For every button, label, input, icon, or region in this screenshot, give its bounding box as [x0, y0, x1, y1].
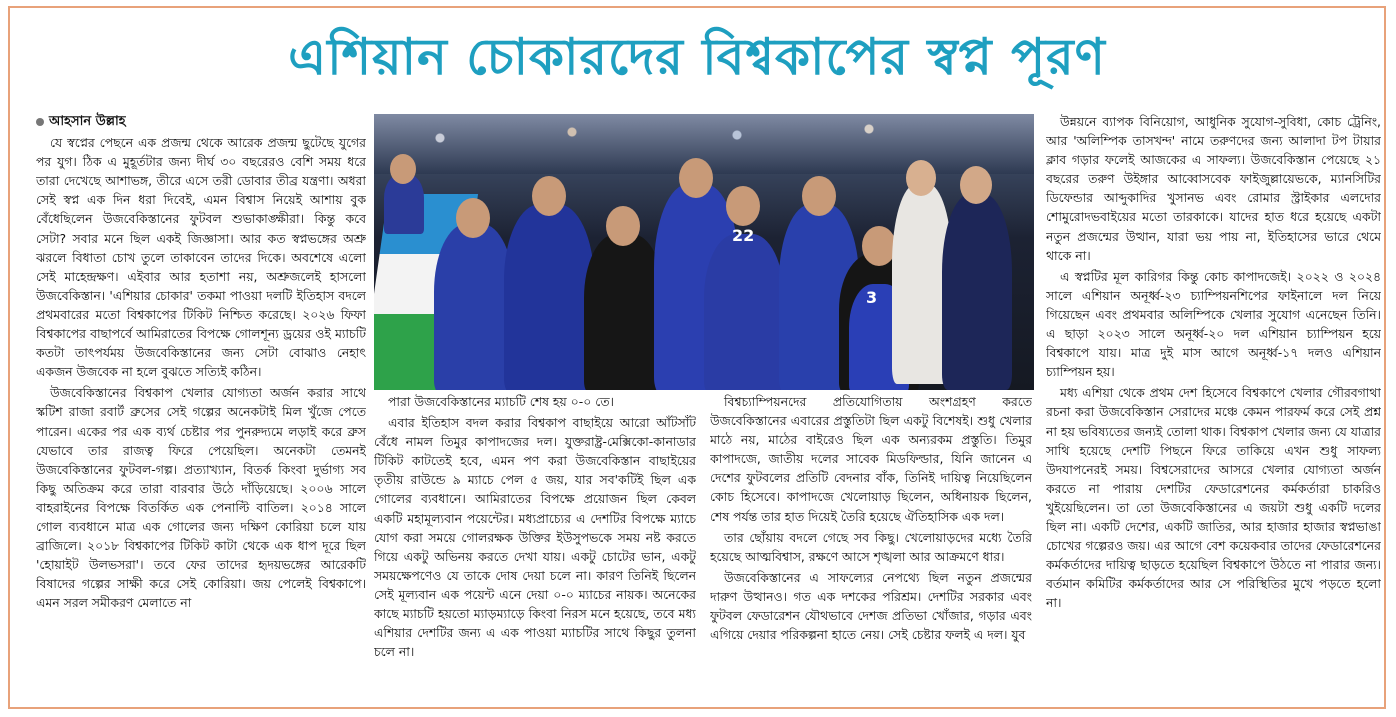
article-column-2 — [374, 392, 696, 710]
jersey-number: 3 — [866, 288, 878, 307]
paragraph: উন্নয়নে ব্যাপক বিনিয়োগ, আধুনিক সুযোগ-সুবিধা, কোচ ট্রেনিং, আর 'অলিম্পিক তাসখন্দ' নামে তরুণদের জন্য আলাদা টপ টায়ার ক্লাব গড়ার ফলেই আজকের এ সাফল্য। উজবেকিস্তান পেয়েছে ২১ বছরের তরুণ উইঙ্গার আব্বোসবেক ফাইজুল্লায়েভকে, ম্যানসিটির ডিফেন্ডার আব্দুকাদির খুসানভ এবং রোমার স্ট্রাইকার এলদোর শোমুরোদভবাইয়ের মতো তারকাকে। যাদের হাত ধরে হয়েছে একটা নতুন প্রজন্মের উত্থান, যারা ভয় পায় না, ইতিহাসের ভারে থেমে থাকে না। — [1046, 114, 1381, 263]
player-figure — [504, 204, 594, 390]
player-figure — [434, 224, 514, 390]
player-head — [390, 154, 416, 184]
official-head — [960, 166, 992, 204]
paragraph: উজবেকিস্তানের এ সাফল্যের নেপথ্যে ছিল নতুন প্রজন্মের দারুণ উত্থানও। গত এক দশকের পরিশ্রম। দেশটির সরকার এবং ফুটবল ফেডারেশন যৌথভাবে দেশজ প্রতিভা খোঁজার, গড়ার এবং এগিয়ে দেয়ার পরিকল্পনা হাতে নেয়। সেই চেষ্টার ফলই এ দল। যুব — [710, 569, 1032, 643]
headline: এশিয়ান চোকারদের বিশ্বকাপের স্বপ্ন পূরণ — [288, 28, 1106, 86]
player-head — [532, 176, 566, 216]
bullet-icon — [36, 118, 44, 126]
paragraph: পারা উজবেকিস্তানের ম্যাচটি শেষ হয় ০-০ তে। — [388, 394, 614, 409]
article-column-1 — [36, 112, 366, 712]
official-head — [906, 160, 936, 196]
article-column-3 — [710, 392, 1032, 710]
player-head — [679, 158, 713, 198]
article-column-4 — [1046, 112, 1381, 712]
paragraph: এ স্বপ্নটির মূল কারিগর কিন্তু কোচ কাপাদজেই। ২০২২ ও ২০২৪ সালে এশিয়ান অনূর্ধ্ব-২৩ চ্যাম্পিয়নশিপের ফাইনালে দল নিয়ে গিয়েছেন এবং প্রথমবার অলিম্পিকে খেলার সুযোগ এনেছেন তিনি। এ ছাড়া ২০২৩ সালে অনূর্ধ্ব-২০ দল এশিয়ান চ্যাম্পিয়ন হয়ে বিশ্বকাপে যায়। মাত্র দুই মাস আগে অনূর্ধ্ব-১৭ দলও এশিয়ান চ্যাম্পিয়ন হয়। — [1046, 268, 1381, 380]
paragraph: বিশ্বচ্যাম্পিয়নদের প্রতিযোগিতায় অংশগ্রহণ করতে উজবেকিস্তানের এবারের প্রস্তুতিটা ছিল একটু বিশেষই। শুধু খেলার মাঠে নয়, মাঠের বাইরেও ছিল এক অন্যরকম প্রস্তুতি। তিমুর কাপাদজে, জাতীয় দলের সাবেক মিডফিল্ডার, যিনি জানেন এ দেশের ফুটবলের প্রতিটি বেদনার বাঁক, তিনিই দায়িত্ব নিয়েছিলেন কোচ হিসেবে। কাপাদজে খেলোয়াড় ছিলেন, অধিনায়ক ছিলেন, শেষ পর্যন্ত তার হাত দিয়েই তৈরি হয়েছে ঐতিহাসিক এক দল। — [710, 394, 1032, 524]
official-figure — [942, 194, 1012, 390]
player-head — [456, 198, 490, 238]
player-head — [726, 186, 760, 226]
paragraph: তার ছোঁয়ায় বদলে গেছে সব কিছু। খেলোয়াড়দের মধ্যে তৈরি হয়েছে আত্মবিশ্বাস, রক্ষণে আসে শৃঙ্খলা আর আক্রমণে ধার। — [710, 529, 1032, 564]
player-head — [802, 176, 836, 216]
byline-author: আহসান উল্লাহ — [49, 114, 126, 129]
team-celebration-photo — [374, 114, 1034, 390]
newspaper-clipping — [8, 6, 1386, 709]
jersey-number: 22 — [732, 226, 755, 245]
player-figure — [704, 234, 784, 390]
paragraph: এবার ইতিহাস বদল করার বিশ্বকাপ বাছাইয়ে আরো আঁটসাঁট বেঁধে নামল তিমুর কাপাদজের দল। যুক্তরাষ্ট্র-মেক্সিকো-কানাডার টিকিট কাটতেই হবে, এমন পণ করা উজবেকিস্তান বাছাইয়ের তৃতীয় রাউন্ডে ৯ ম্যাচে পেল ৫ জয়, যার সব'কটিই ছিল এক গোলের ব্যবধানে। আমিরাতের বিপক্ষে প্রয়োজন ছিল কেবল একটি মহামূল্যবান পয়েন্টের। মধ্যপ্রাচ্যের এ দেশটির বিপক্ষে ম্যাচে যোগ করা সময়ে গোলরক্ষক উক্তির ইউসুপভকে সময় নষ্ট করতে গিয়ে একটু অভিনয় করতে দেখা যায়। একটু চোটের ভান, একটু সময়ক্ষেপণেও যে তাকে দোষ দেয়া চলে না। কারণ তিনিই ছিলেন সেই মূল্যবান এক পয়েন্ট এনে দেয়া ০-০ ম্যাচের নায়ক। অনেকের কাছে ম্যাচটি হয়তো ম্যাড়ম্যাড়ে কিংবা নিরস মনে হয়েছে, তবে মধ্য এশিয়ার দেশটির জন্য এ এক পাওয়া ম্যাচটির সাথে কিছুর তুলনা চলে না। — [374, 415, 696, 660]
player-figure — [584, 234, 664, 390]
paragraph: মধ্য এশিয়া থেকে প্রথম দেশ হিসেবে বিশ্বকাপে খেলার গৌরবগাথা রচনা করা উজবেকিস্তান সেরাদের মঞ্চে কেমন পারফর্ম করে সেই প্রশ্ন না হয় ভবিষ্যতের জন্যই তোলা থাক। বিশ্বকাপ খেলার জন্য যে যাত্রার সাথি হয়েছে দেশটি পিছনে ফিরে তাকিয়ে এখন শুধু সাফল্য উদযাপনেরই সময়। বিশ্বসেরাদের আসরে খেলার যোগ্যতা অর্জন করতে না পারায় দেশটির ফেডারেশনের কর্মকর্তারা চাকরিও খুইয়েছিলেন। তা তো উজবেকিস্তানের এ জয়টা শুধু একটি দলের ছিল না। একটি দেশের, একটি জাতির, আর হাজার হাজার স্বপ্নভাঙা চোখের গল্পেরও জয়। এর আগে বেশ কয়েকবার তাদের ফেডারেশনের কর্মকর্তাদের দায়িত্ব ছাড়তে হয়েছিল বিশ্বকাপে উঠতে না পারার জন্য। বর্তমান কমিটির কর্মকর্তাদের আর সে পরিস্থিতির মুখে পড়তে হলো না। — [1046, 385, 1381, 611]
paragraph: যে স্বপ্নের পেছনে এক প্রজন্ম থেকে আরেক প্রজন্ম ছুটেছে যুগের পর যুগ। ঠিক এ মুহূর্তটার জন্য দীর্ঘ ৩০ বছরেরও বেশি সময় ধরে তারা দেখেছে আশাভঙ্গ, তীরে এসে তরী ডোবার তীব্র যন্ত্রণা। অধরা সেই স্বপ্ন এক দিন ধরা দিবেই, এমন বিশ্বাস নিয়েই আশায় বুক বেঁধেছিলেন উজবেকিস্তানের ফুটবল শুভাকাঙ্ক্ষীরা। কিন্তু কবে সেটা? সবার মনে ছিল একই জিজ্ঞাসা। আর কত স্বপ্নভঙ্গের অশ্রু ঝরলে বিধাতা চোখ তুলে তাকাবেন তাদের দিকে। অবশেষে এলো সেই মাহেন্দ্রক্ষণ। এইবার আর হতাশা নয়, অশ্রুজলেই হাসলো উজবেকিস্তান। 'এশিয়ার চোকার' তকমা পাওয়া দলটি ইতিহাস বদলে প্রথমবারের মতো বিশ্বকাপের টিকিট নিশ্চিত করেছে। ২০২৬ ফিফা বিশ্বকাপের বাছাপর্বে আমিরাতের বিপক্ষে গোলশূন্য ড্রয়ের ওই ম্যাচটি কতটা তাৎপর্যময় উজবেকিস্তানের জন্য সেটা বোঝাও নেহাৎ একজন উজবেক না হলে বুঝতে সত্যিই কঠিন। — [36, 135, 366, 380]
player-head — [606, 206, 640, 246]
player-head — [862, 226, 896, 266]
paragraph: উজবেকিস্তানের বিশ্বকাপ খেলার যোগ্যতা অর্জন করার সাথে স্কটিশ রাজা রবার্ট ব্রুসের সেই গল্পের অনেকটাই মিল খুঁজে পেতে পারেন। একের পর এক ব্যর্থ চেষ্টার পর পুনরুদ্যমে লড়াই করে ব্রুস যেভাবে তার রাজত্ব ফিরে পেয়েছিল। অনেকটা তেমনই উজবেকিস্তানের ফুটবল-গল্প। প্রত্যাখ্যান, বিতর্ক কিংবা দুর্ভাগ্য সব কিছু অতিক্রম করে তারা বারবার উঠে দাঁড়িয়েছে। ২০০৬ সালে বাহরাইনের বিপক্ষে বিতর্কিত এক পেনাল্টি বাতিল। ২০১৪ সালে গোল ব্যবধানে মাত্র এক গোলের জন্য দক্ষিণ কোরিয়া চলে যায় ব্রাজিলে। ২০১৮ বিশ্বকাপের টিকিট কাটা থেকে এক ধাপ দূরে ছিল 'হোয়াইট উলভসরা'। তবে ফের তাদের হৃদয়ভঙ্গের আরেকটি বিষাদের গল্পের সাক্ষী করে সেই কোরিয়া। জয় পেলেই বিশ্বকাপে। এমন সরল সমীকরণ মেলাতে না — [36, 385, 366, 611]
byline — [36, 112, 366, 131]
